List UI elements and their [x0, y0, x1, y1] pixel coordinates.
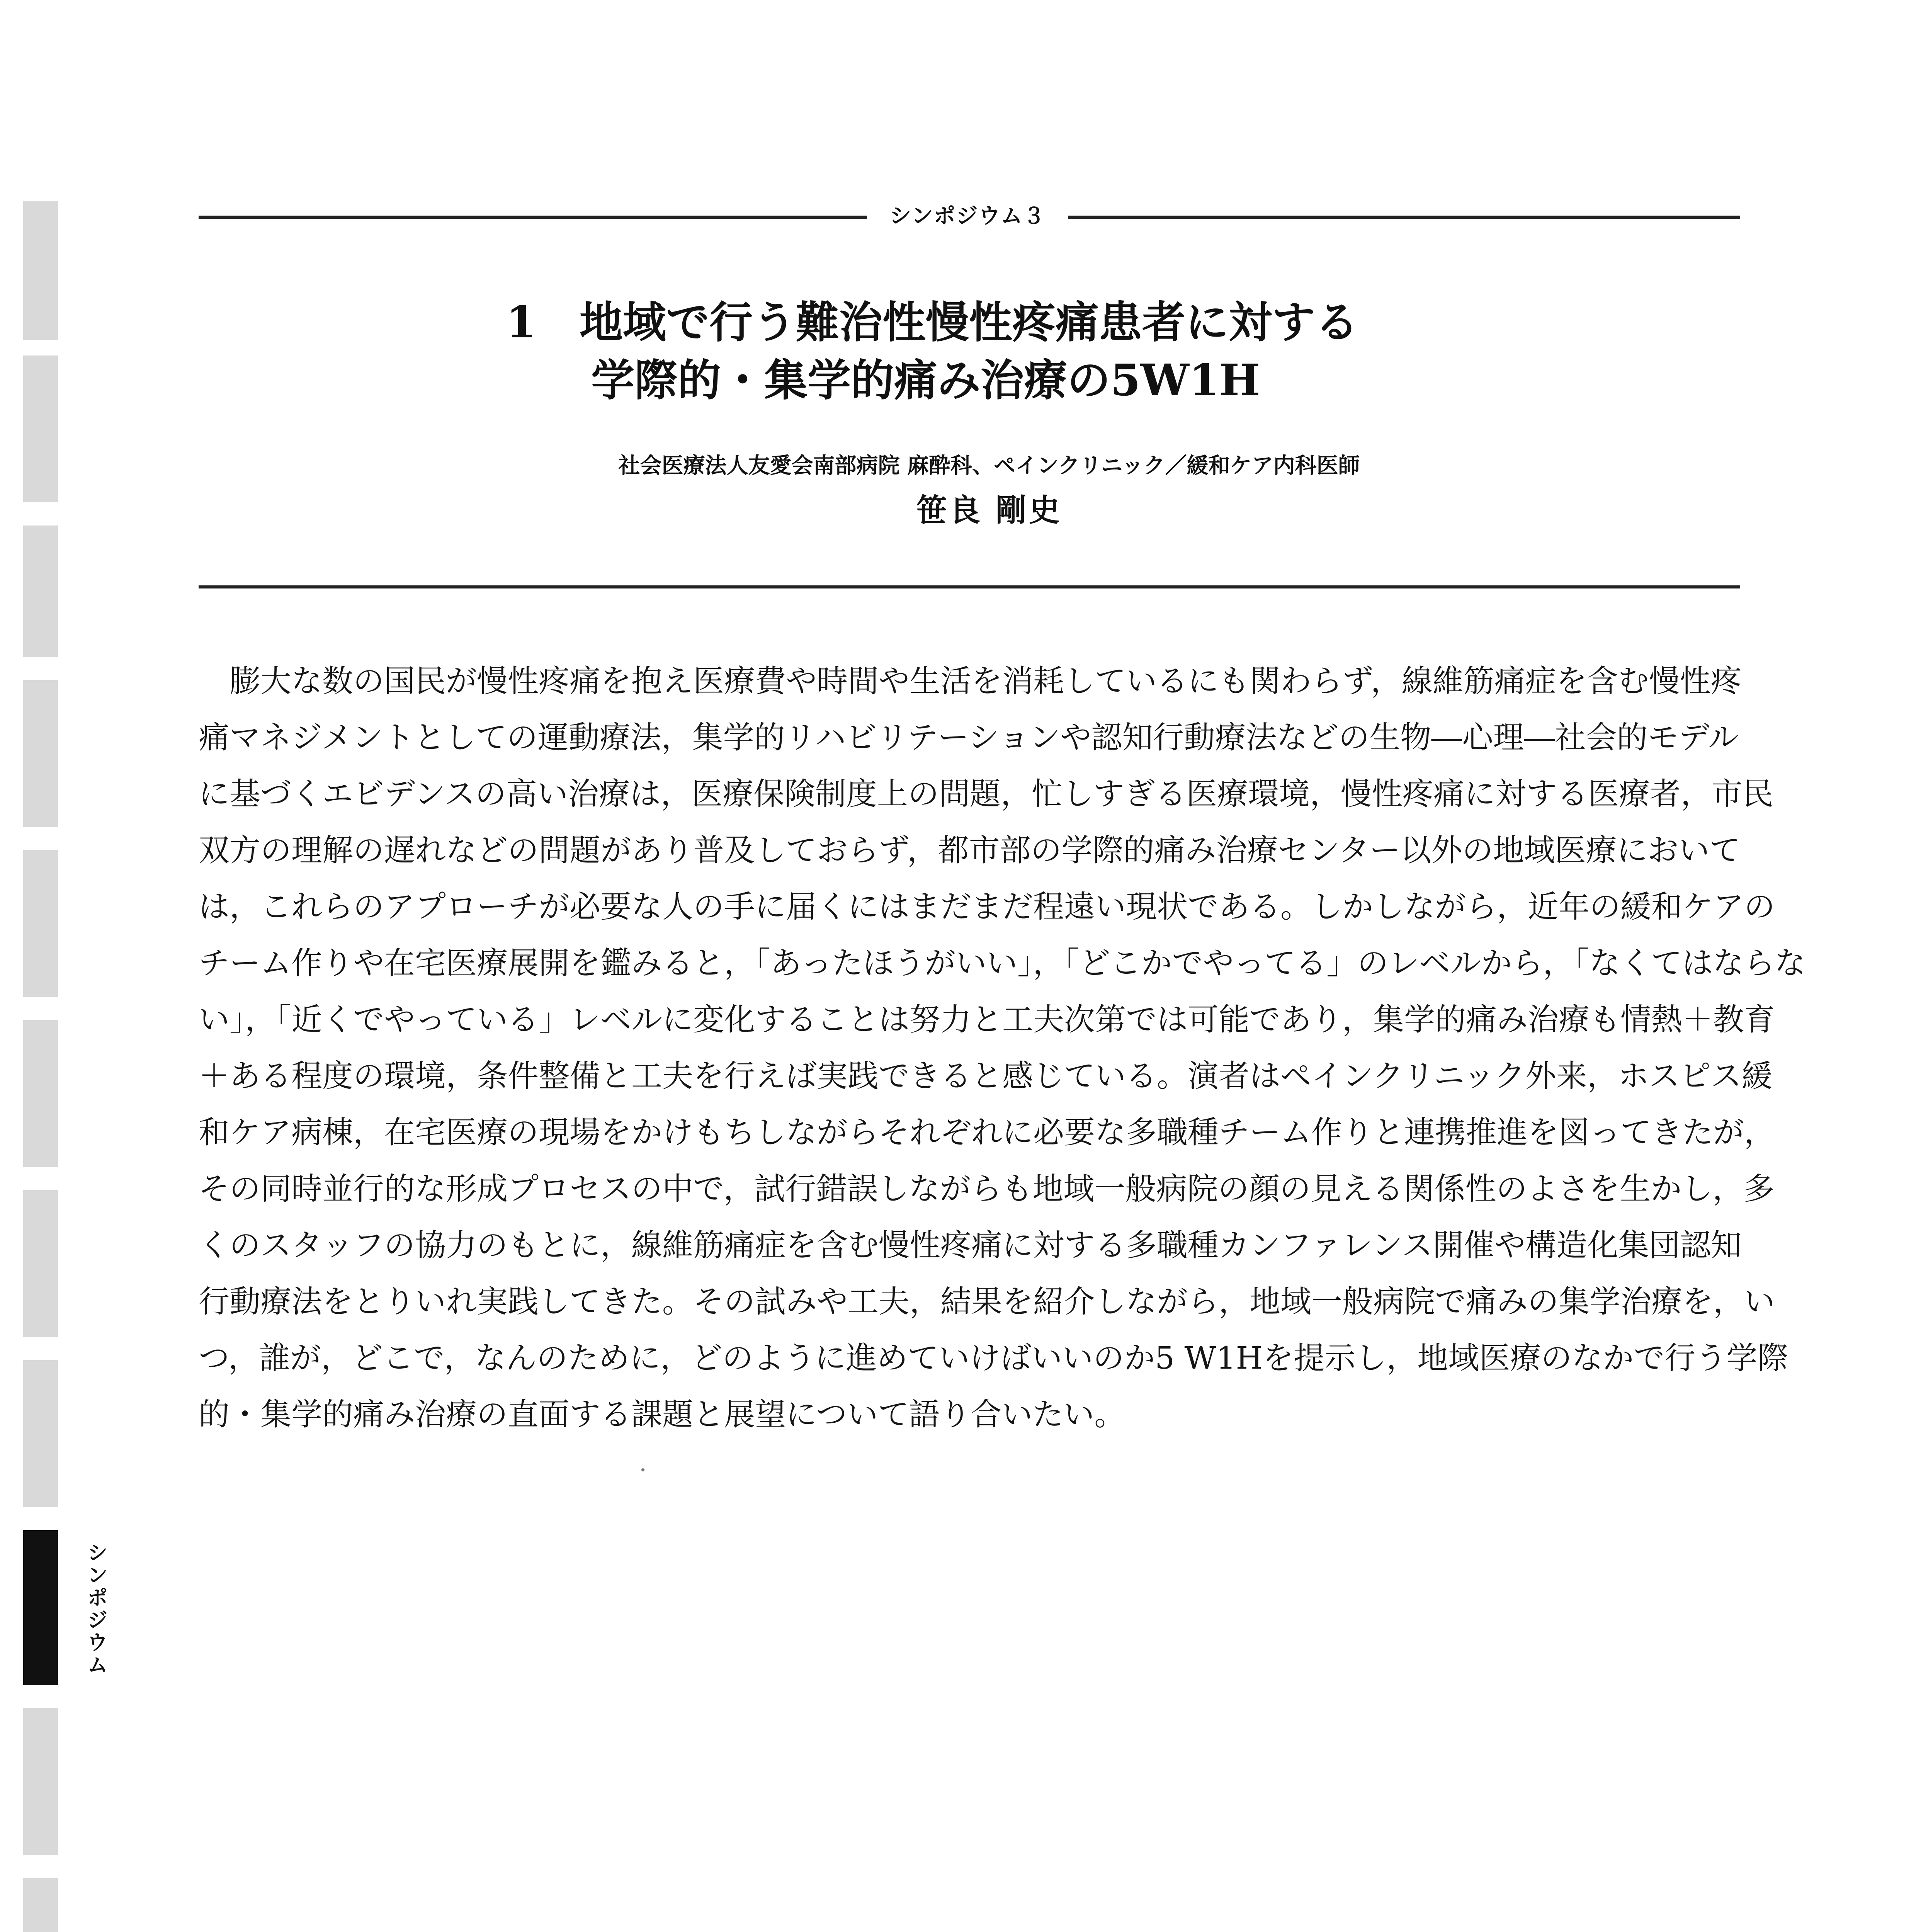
side-tab-label: シンポジウム [84, 1542, 108, 1676]
section-label: シンポジウム３ [889, 204, 1046, 229]
scan-speck [641, 1468, 644, 1471]
title-number: 1 [506, 297, 536, 348]
author-name: 笹良 剛史 [916, 492, 1062, 528]
abstract-body [199, 653, 1806, 1443]
body-line: チーム作りや在宅医療展開を鑑みると，「あったほうがいい」，「どこかでやってる」のレベルから，「なくてはならな [199, 945, 1806, 981]
side-tab-mark [23, 680, 58, 827]
body-line: つ，誰が，どこで，なんのために，どのように進めていけばいいのか5 W1Hを提示し，地域医療のなかで行う学際 [199, 1340, 1788, 1376]
body-line: ＋ある程度の環境，条件整備と工夫を行えば実践できると感じている。演者はペインクリニック外来，ホスピス緩 [199, 1058, 1773, 1094]
side-tab [23, 526, 131, 657]
section-rule-left [199, 216, 867, 219]
side-tab [23, 201, 131, 340]
section-rule-right [1068, 216, 1740, 219]
side-tab [23, 1360, 131, 1507]
side-tab-mark [23, 1878, 58, 1932]
side-tab-active [23, 1530, 131, 1685]
title-text-1: 地域で行う難治性慢性疼痛患者に対する [580, 297, 1358, 348]
side-tab-mark-active [23, 1530, 58, 1685]
side-tab [23, 1190, 131, 1337]
body-line: 的・集学的痛み治療の直面する課題と展望について語り合いたい。 [199, 1396, 1125, 1432]
body-line: 行動療法をとりいれ実践してきた。その試みや工夫，結果を紹介しながら，地域一般病院で痛みの集学治療を，い [199, 1284, 1775, 1320]
section-tab-strip [23, 201, 131, 1932]
author-affiliation: 社会医療法人友愛会南部病院 麻酔科、ペインクリニック／緩和ケア内科医師 [618, 453, 1360, 478]
side-tab [23, 1878, 131, 1932]
side-tab-mark [23, 355, 58, 502]
body-line: に基づくエビデンスの高い治療は，医療保険制度上の問題，忙しすぎる医療環境，慢性疼痛に対する医療者，市民 [199, 776, 1773, 812]
section-header [199, 201, 1740, 232]
side-tab-mark [23, 1708, 58, 1855]
side-tab-mark [23, 850, 58, 997]
body-line: くのスタッフの協力のもとに，線維筋痛症を含む慢性疼痛に対する多職種カンファレンス開催や構造化集団認知 [199, 1227, 1742, 1263]
side-tab-mark [23, 1360, 58, 1507]
side-tab [23, 1708, 131, 1855]
body-line: は，これらのアプローチが必要な人の手に届くにはまだまだ程遠い現状である。しかしながら，近年の緩和ケアの [199, 889, 1775, 925]
side-tab-mark [23, 201, 58, 340]
body-line: 痛マネジメントとしての運動療法，集学的リハビリテーションや認知行動療法などの生物―心理―社会的モデル [199, 719, 1739, 755]
article-title [464, 294, 1507, 410]
body-line: い」，「近くでやっている」レベルに変化することは努力と工夫次第では可能であり，集学的痛み治療も情熱＋教育 [199, 1002, 1775, 1037]
body-line: 膨大な数の国民が慢性疼痛を抱え医療費や時間や生活を消耗しているにも関わらず，線維筋痛症を含む慢性疼 [199, 663, 1742, 699]
side-tab-mark [23, 526, 58, 657]
body-line: 双方の理解の遅れなどの問題があり普及しておらず，都市部の学際的痛み治療センター以外の地域医療において [199, 832, 1741, 868]
side-tab-mark [23, 1190, 58, 1337]
side-tab [23, 850, 131, 997]
title-line-1 [464, 294, 1507, 352]
title-line-2: 学際的・集学的痛み治療の5W1H [591, 355, 1260, 406]
body-line: その同時並行的な形成プロセスの中で，試行錯誤しながらも地域一般病院の顔の見える関係性のよさを生かし，多 [199, 1171, 1775, 1207]
body-line: 和ケア病棟，在宅医療の現場をかけもちしながらそれぞれに必要な多職種チーム作りと連携推進を図ってきたが， [199, 1114, 1775, 1150]
side-tab [23, 355, 131, 502]
side-tab-mark [23, 1020, 58, 1167]
side-tab [23, 1020, 131, 1167]
side-tab [23, 680, 131, 827]
header-divider [199, 585, 1740, 588]
